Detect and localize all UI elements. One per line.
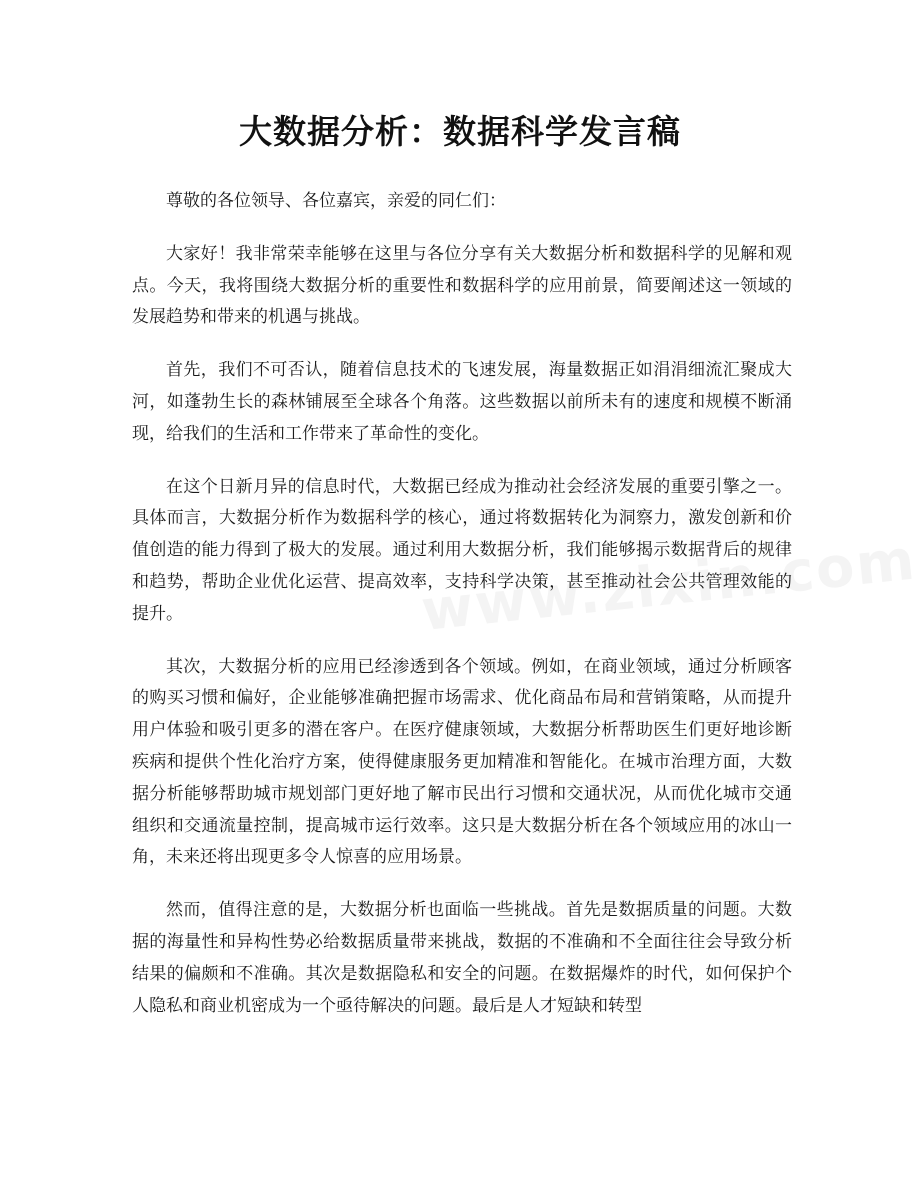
paragraph-applications: 其次，大数据分析的应用已经渗透到各个领域。例如，在商业领域，通过分析顾客的购买习惯和偏好，企业能够准确把握市场需求、优化商品布局和营销策略，从而提升用户体验和吸引更多的潜在客户。在医疗健康领域，大数据分析帮助医生们更好地诊断疾病和提供个性化治疗方案，使得健康服务更加精准和智能化。在城市治理方面，大数据分析能够帮助城市规划部门更好地了解市民出行习惯和交通状况，从而优化城市交通组织和交通流量控制，提高城市运行效率。这只是大数据分析在各个领域应用的冰山一角，未来还将出现更多令人惊喜的应用场景。 xyxy=(132,656,792,868)
document-title: 大数据分析：数据科学发言稿 xyxy=(239,112,681,151)
paragraph-engine: 在这个日新月异的信息时代，大数据已经成为推动社会经济发展的重要引擎之一。具体而言，大数据分析作为数据科学的核心，通过将数据转化为洞察力，激发创新和价值创造的能力得到了极大的发展。通过利用大数据分析，我们能够揭示数据背后的规律和趋势，帮助企业优化运营、提高效率，支持科学决策，甚至推动社会公共管理效能的提升。 xyxy=(132,476,792,624)
document-body xyxy=(132,186,792,1043)
paragraph-greeting: 大家好！我非常荣幸能够在这里与各位分享有关大数据分析和数据科学的见解和观点。今天，我将围绕大数据分析的重要性和数据科学的应用前景，简要阐述这一领域的发展趋势和带来的机遇与挑战。 xyxy=(132,243,792,328)
paragraph-first: 首先，我们不可否认，随着信息技术的飞速发展，海量数据正如涓涓细流汇聚成大河，如蓬勃生长的森林铺展至全球各个角落。这些数据以前所未有的速度和规模不断涌现，给我们的生活和工作带来了革命性的变化。 xyxy=(132,360,792,444)
paragraph-challenges: 然而，值得注意的是，大数据分析也面临一些挑战。首先是数据质量的问题。大数据的海量性和异构性势必给数据质量带来挑战，数据的不准确和不全面往往会导致分析结果的偏颇和不准确。其次是数据隐私和安全的问题。在数据爆炸的时代，如何保护个人隐私和商业机密成为一个亟待解决的问题。最后是人才短缺和转型 xyxy=(132,900,792,1016)
paragraph-salutation: 尊敬的各位领导、各位嘉宾，亲爱的同仁们： xyxy=(166,191,506,211)
